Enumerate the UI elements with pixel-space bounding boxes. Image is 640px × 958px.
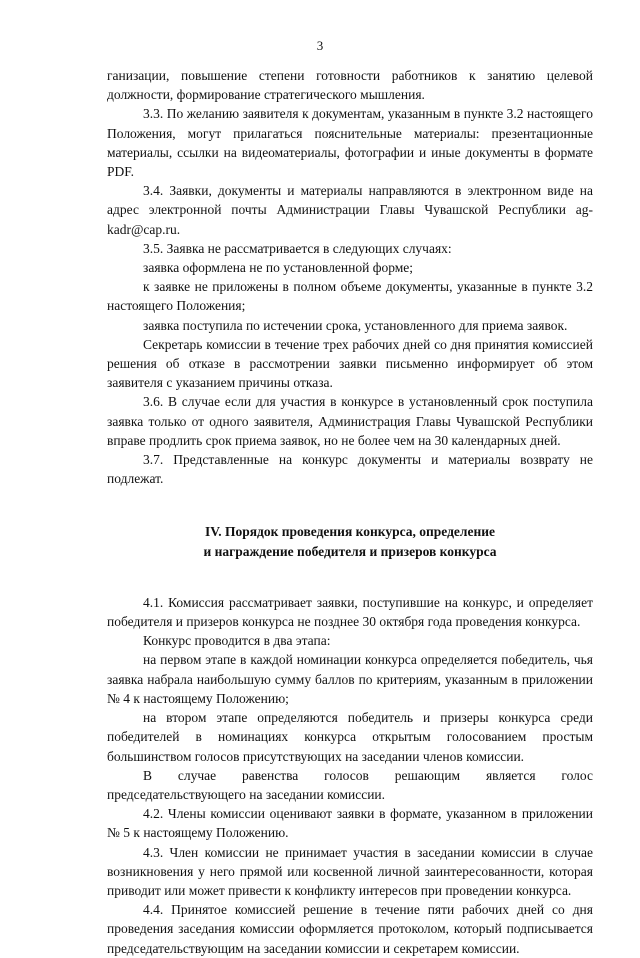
paragraph: к заявке не приложены в полном объеме документы, указанные в пункте 3.2 настоящего Положения; xyxy=(107,279,593,314)
section-heading-line-2: и награждение победителя и призеров конкурса xyxy=(203,543,497,559)
section-heading xyxy=(107,522,593,560)
paragraph: 4.3. Член комиссии не принимает участия в заседании комиссии в случае возникновения у него прямой или косвенной личной заинтересованности, которая приводит или может привести к конфликту интересов при проведении конкурса. xyxy=(107,844,593,898)
paragraph: ганизации, повышение степени готовности работников к занятию целевой должности, формирование стратегического мышления. xyxy=(107,68,593,103)
paragraph: на первом этапе в каждой номинации конкурса определяется победитель, чья заявка набрала наибольшую сумму баллов по критериям, указанным в приложении № 4 к настоящему Положению; xyxy=(107,652,593,706)
document-body xyxy=(107,66,593,958)
paragraph: 4.4. Принятое комиссией решение в течение пяти рабочих дней со дня проведения заседания комиссии оформляется протоколом, который подписывается председательствующим на заседании комиссии и секретарем комиссии. xyxy=(107,902,593,956)
paragraph: 3.4. Заявки, документы и материалы направляются в электронном виде на адрес электронной почты Администрации Главы Чувашской Республики ag-kadr@cap.ru. xyxy=(107,183,593,237)
paragraph: 4.1. Комиссия рассматривает заявки, поступившие на конкурс, и определяет победителя и призеров конкурса не позднее 30 октября года проведения конкурса. xyxy=(107,594,593,630)
paragraph: В случае равенства голосов решающим является голос председательствующего на заседании комиссии. xyxy=(107,767,593,802)
paragraph: Конкурс проводится в два этапа: xyxy=(143,633,331,649)
paragraph: 3.7. Представленные на конкурс документы и материалы возврату не подлежат. xyxy=(107,452,593,487)
paragraph: на втором этапе определяются победитель и призеры конкурса среди победителей в номинациях конкурса открытым голосованием простым большинством голосов присутствующих на заседании членов комиссии. xyxy=(107,710,593,764)
paragraph: 3.6. В случае если для участия в конкурсе в установленный срок поступила заявка только от одного заявителя, Администрация Главы Чувашской Республики вправе продлить срок приема заявок, но не более чем на 30 календарных дней. xyxy=(107,394,593,448)
section-heading-line-1: IV. Порядок проведения конкурса, определение xyxy=(204,524,496,540)
page-number: 3 xyxy=(316,38,324,53)
paragraph: Секретарь комиссии в течение трех рабочих дней со дня принятия комиссией решения об отказе в рассмотрении заявки письменно информирует об этом заявителя с указанием причины отказа. xyxy=(107,336,593,391)
paragraph: 4.2. Члены комиссии оценивают заявки в формате, указанном в приложении № 5 к настоящему Положению. xyxy=(107,806,593,841)
paragraph: заявка оформлена не по установленной форме; xyxy=(143,260,414,276)
paragraph: 3.5. Заявка не рассматривается в следующих случаях: xyxy=(143,240,452,256)
paragraph: 3.3. По желанию заявителя к документам, указанным в пункте 3.2 настоящего Положения, могут прилагаться пояснительные материалы: презентационные материалы, ссылки на видеоматериалы, фотографии и иные документы в формате PDF. xyxy=(107,106,593,180)
paragraph: заявка поступила по истечении срока, установленного для приема заявок. xyxy=(143,317,568,333)
